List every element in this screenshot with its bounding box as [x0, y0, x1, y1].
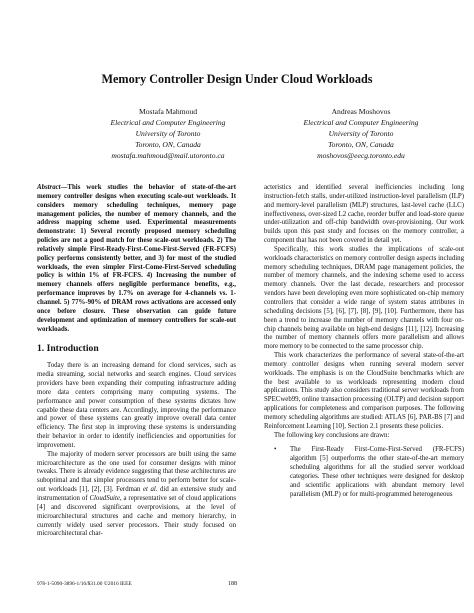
- author-email: moshovos@eecg.toronto.edu: [317, 151, 405, 160]
- author-block-1: [68, 106, 268, 161]
- right-paragraph-4: The following key conclusions are drawn:: [274, 431, 390, 439]
- intro-paragraph-1: Today there is an increasing demand for cloud services, such as media streaming, social networks and search engines. Cloud services providers have been expanding their computing infrastructure adding more data centers comprising many computing systems. The performance and power consumption of these systems dictates how capable these data centers are. Accordingly, improving the performance and power of these systems can greatly improve overall data center efficiency. The first step in improving these systems is understanding their behavior in order to identify inefficiencies and opportunities for improvement.: [37, 362, 236, 449]
- page-number: 188: [228, 581, 237, 587]
- bullet-text: The First-Ready First-Come-First-Served (FR-FCFS) algorithm [5] outperforms the other state-of-the-art memory scheduling algorithms for all the studied server workload categories. These other techniques were designed for desktop and scientific applications with abundant memory level parallelism (MLP) or for multi-programmed heterogeneous: [290, 446, 464, 498]
- section-heading-introduction: 1. Introduction: [37, 343, 99, 355]
- author-affiliation: Electrical and Computer Engineering: [110, 118, 226, 127]
- intro-p2-text-b: did an extensive study and instrumentation of: [37, 486, 236, 502]
- author-location: Toronto, ON, Canada: [135, 140, 201, 149]
- intro-p2-text-c: , a representative set of cloud applications [4] and discovered significant overprovisions, at the level of microarchitectural structures and cache and memory hierarchy, in currently widely used server processors. Their study focused on microarchitectural char-: [37, 495, 236, 538]
- list-item: [264, 446, 464, 499]
- abstract: [37, 184, 236, 334]
- author-affiliation: Electrical and Computer Engineering: [303, 118, 419, 127]
- intro-p2-text-a: The majority of modern server processors are built using the same microarchitecture as the one used for consumer designs with minor tweaks. There is already evidence suggesting that these architectures are suboptimal and that simpler processors tend to perform better for scale-out workloads [1], [2], [3]. Ferdman: [37, 450, 236, 494]
- intro-p2-etal: et al.: [142, 486, 158, 494]
- paper-title: Memory Controller Design Under Cloud Workloads: [101, 72, 373, 86]
- left-column: [37, 184, 236, 539]
- abstract-text: —This work studies the behavior of state-of-the-art memory controller designs when executing scale-out workloads. It considers memory scheduling techniques, memory page management policies, the number of memory channels, and the address mapping scheme used. Experimental measurements demonstrate: 1) Several recently proposed memory scheduling policies are not a good match for these scale-out workloads. 2) The relatively simple First-Ready-First-Come-First-Served (FR-FCFS) policy performs consistently better, and 3) for most of the studied workloads, the even simpler First-Come-First-Served scheduling policy is within 1% of FR-FCFS. 4) Increasing the number of memory channels offers negligible performance benefits, e.g., performance improves by 1.7% on average for 4-channels vs. 1-channel. 5) 77%-90% of DRAM rows activations are accessed only once before closure. These observation can guide future development and optimization of memory controllers for scale-out workloads.: [37, 184, 236, 333]
- author-name: Mostafa Mahmoud: [139, 107, 197, 116]
- intro-paragraph-2: [37, 451, 236, 539]
- author-institution: University of Toronto: [328, 129, 394, 138]
- right-column: [264, 184, 464, 500]
- author-name: Andreas Moshovos: [331, 107, 391, 116]
- conclusions-list: [264, 446, 464, 499]
- right-paragraph-2: Specifically, this work studies the implications of scale-out workloads characteristics on memory controller design aspects including memory scheduling techniques, DRAM page management policies, the number of memory channels, and the indexing scheme used to access memory channels. Over the last decade, researchers and processor vendors have been developing even more sophisticated on-chip memory controllers that consider a wide range of system status attributes in scheduling decisions [5], [6], [7], [8], [9], [10]. Furthermore, there has been a trend to increase the number of memory channels with four on-chip channels being available on high-end designs [11], [12]. Increasing the number of memory channels offers more parallelism and allows more memory to be connected to the same processor chip.: [264, 245, 464, 351]
- right-paragraph-1: acteristics and identified several inefficiencies including long instruction-fetch stalls, under-utilized instruction-level parallelism (ILP) and memory-level parallelism (MLP) structures, last-level cache (LLC) ineffectiveness, over-sized L2 cache, reorder buffer and load-store queue under-utilization and off-chip bandwidth over-provisioning. Our work builds upon this past study and focuses on the memory controller, a component that has not been covered in detail yet.: [264, 184, 464, 245]
- intro-p2-cloudsuite: CloudSuite: [89, 495, 120, 502]
- abstract-label: Abstract: [37, 184, 61, 191]
- author-location: Toronto, ON, Canada: [328, 140, 394, 149]
- author-block-2: [261, 106, 461, 161]
- author-institution: University of Toronto: [135, 129, 201, 138]
- right-paragraph-3: This work characterizes the performance of several state-of-the-art memory controller designs when running several modern server workloads. The emphasis is on the CloudSuite benchmarks which are the best available to us workloads representing modern cloud applications. This study also considers traditional server workloads from SPECweb99, online transaction processing (OLTP) and decision support applications for completeness and comparison purposes. The following memory scheduling algorithms are studied: ATLAS [6], PAR-BS [7] and Reinforcement Learning [10], Section 2.1 presents these policies.: [264, 352, 464, 430]
- bullet-icon: •: [274, 446, 277, 454]
- copyright-footer: 978-1-5090-3896-1/16/$31.00 ©2016 IEEE: [37, 581, 132, 587]
- author-email: mostafa.mahmoud@mail.utoronto.ca: [111, 151, 225, 160]
